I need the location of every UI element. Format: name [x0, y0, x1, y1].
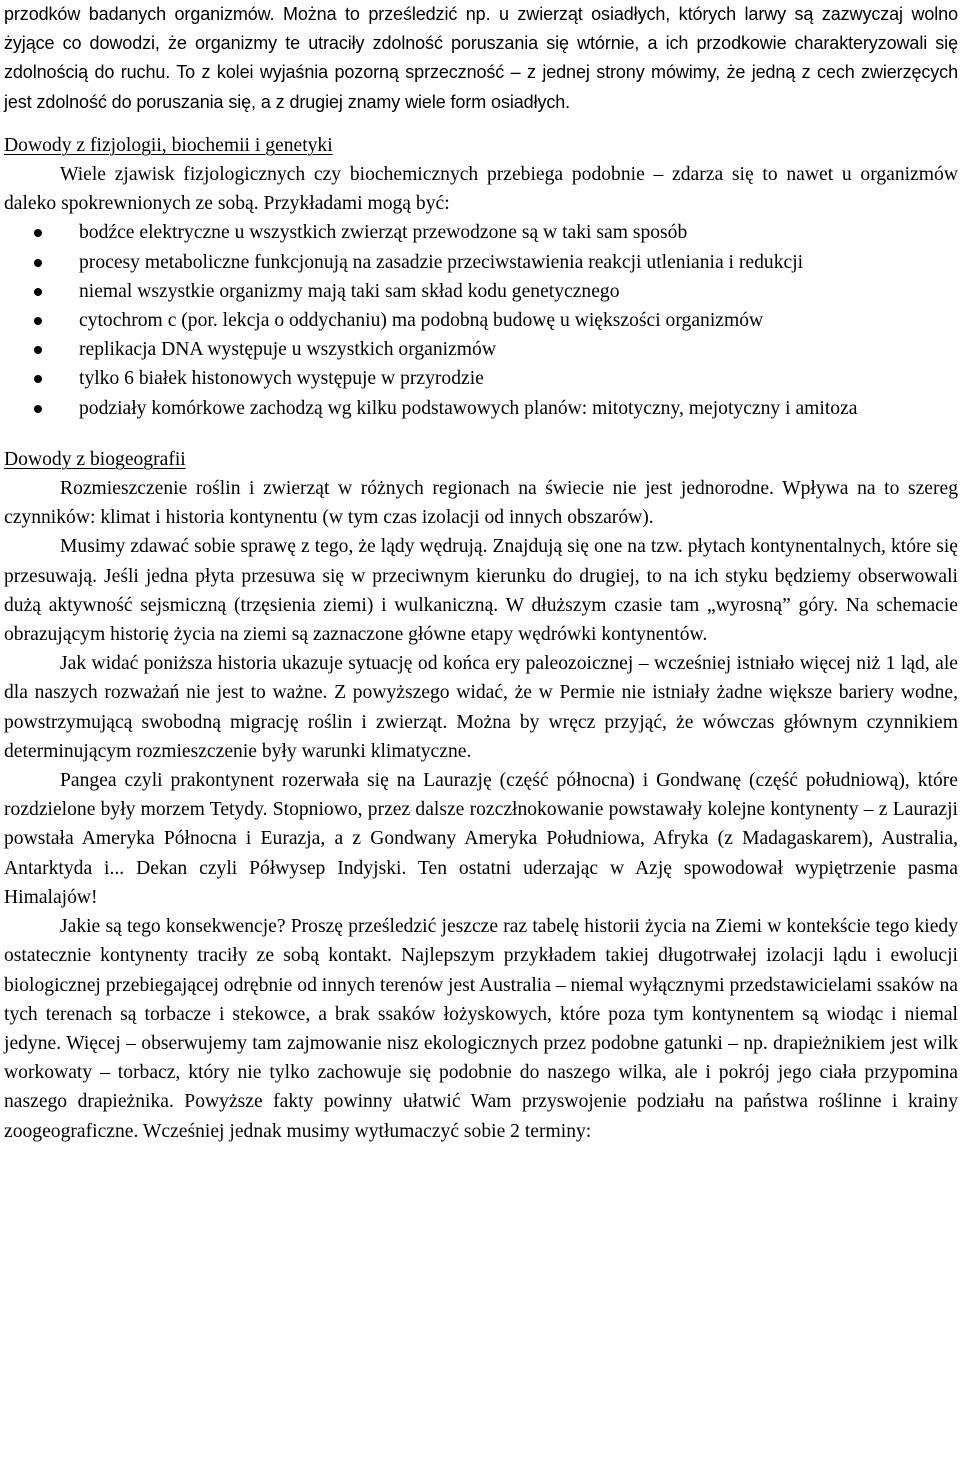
bullet-dot-icon	[34, 288, 42, 296]
biogeography-paragraph: Jakie są tego konsekwencje? Proszę prześledzić jeszcze raz tabelę historii życia na Ziemi w kontekście tego kiedy ostatecznie kontynenty traciły ze sobą kontakt. Najlepszym przykładem takiej długotrwałej izolacji lądu i ewolucji biologicznej przebiegającej odrębnie od innych terenów jest Australia – niemal wyłącznymi przedstawicielami ssaków na tych terenach są torbacze i stekowce, a brak ssaków łożyskowych, które poza tym kontynentem są wiodąc i niemal jedyne. Więcej – obserwujemy tam zajmowanie nisz ekologicznych przez podobne gatunki – np. drapieżnikiem jest wilk workowaty – torbacz, który nie tylko zachowuje się podobnie do naszego wilka, ale i pokrój jego ciała przypomina naszego drapieżnika. Powyższe fakty powinny ułatwić Wam przyswojenie podziału na państwa roślinne i krainy zoogeograficzne. Wcześniej jednak musimy wytłumaczyć sobie 2 terminy:	[4, 916, 958, 1142]
bullet-text: cytochrom c (por. lekcja o oddychaniu) ma podobną budowę u większości organizmów	[79, 310, 764, 332]
bullet-text: niemal wszystkie organizmy mają taki sam skład kodu genetycznego	[79, 280, 620, 302]
spacer	[4, 117, 958, 131]
bullet-dot-icon	[34, 405, 42, 413]
bullet-dot-icon	[34, 346, 42, 354]
bullet-dot-icon	[34, 317, 42, 325]
bullet-item	[4, 364, 958, 393]
section-physiology	[4, 131, 958, 423]
bullet-text: bodźce elektryczne u wszystkich zwierząt przewodzone są w taki sam sposób	[79, 222, 688, 244]
bullet-item	[4, 218, 958, 247]
bullet-dot-icon	[34, 259, 42, 267]
bullet-item	[4, 248, 958, 277]
bullet-text: tylko 6 białek histonowych występuje w przyrodzie	[79, 368, 484, 390]
section-heading-biogeography: Dowody z biogeografii	[4, 448, 186, 470]
bullet-item	[4, 335, 958, 364]
bullet-dot-icon	[34, 375, 42, 383]
intro-paragraph: przodków badanych organizmów. Można to prześledzić np. u zwierząt osiadłych, których larwy są zazwyczaj wolno żyjące co dowodzi, że organizmy te utraciły zdolność poruszania się wtórnie, a ich przodkowie charakteryzowali się zdolnością do ruchu. To z kolei wyjaśnia pozorną sprzeczność – z jednej strony mówimy, że jedną z cech zwierzęcych jest zdolność do poruszania się, a z drugiej znamy wiele form osiadłych.	[4, 4, 958, 112]
bullet-item	[4, 306, 958, 335]
physiology-paragraph: Wiele zjawisk fizjologicznych czy biochemicznych przebiega podobnie – zdarza się to nawet u organizmów daleko spokrewnionych ze sobą. Przykładami mogą być:	[4, 164, 958, 215]
biogeography-paragraph: Rozmieszczenie roślin i zwierząt w różnych regionach na świecie nie jest jednorodne. Wpływa na to szereg czynników: klimat i historia kontynentu (w tym czas izolacji od innych obszarów).	[4, 478, 958, 529]
biogeography-paragraph: Musimy zdawać sobie sprawę z tego, że lądy wędrują. Znajdują się one na tzw. płytach kontynentalnych, które się przesuwają. Jeśli jedna płyta przesuwa się w przeciwnym kierunku do drugiej, to na ich styku będziemy obserwowali dużą aktywność sejsmiczną (trzęsienia ziemi) i wulkaniczną. W dłuższym czasie tam „wyrosną” góry. Na schemacie obrazującym historię życia na ziemi są zaznaczone główne etapy wędrówki kontynentów.	[4, 536, 958, 646]
document-page	[4, 0, 958, 1146]
bullet-item	[4, 277, 958, 306]
bullet-dot-icon	[34, 229, 42, 237]
spacer	[4, 423, 958, 445]
bullet-text: podziały komórkowe zachodzą wg kilku podstawowych planów: mitotyczny, mejotyczny i amitoza	[79, 397, 858, 419]
section-biogeography	[4, 445, 958, 1146]
evidence-bullet-list	[4, 218, 958, 422]
bullet-text: procesy metaboliczne funkcjonują na zasadzie przeciwstawienia reakcji utleniania i redukcji	[79, 251, 804, 273]
biogeography-paragraph: Pangea czyli prakontynent rozerwała się na Laurazję (część północna) i Gondwanę (część południową), które rozdzielone były morzem Tetydy. Stopniowo, przez dalsze rozczłnokowanie powstawały kolejne kontynenty – z Laurazji powstała Ameryka Północna i Eurazja, a z Gondwany Ameryka Południowa, Afryka (z Madagaskarem), Australia, Antarktyda i... Dekan czyli Półwysep Indyjski. Ten ostatni uderzając w Azję spowodował wypiętrzenie pasma Himalajów!	[4, 770, 958, 908]
biogeography-paragraph: Jak widać poniższa historia ukazuje sytuację od końca ery paleozoicznej – wcześniej istniało więcej niż 1 ląd, ale dla naszych rozważań nie jest to ważne. Z powyższego widać, że w Permie nie istniały żadne większe bariery wodne, powstrzymującą swobodną migrację roślin i zwierząt. Można by wręcz przyjąć, że wówczas głównym czynnikiem determinującym rozmieszczenie były warunki klimatyczne.	[4, 653, 958, 762]
bullet-item	[4, 394, 958, 423]
section-heading-physiology: Dowody z fizjologii, biochemii i genetyki	[4, 134, 333, 156]
bullet-text: replikacja DNA występuje u wszystkich organizmów	[79, 339, 496, 361]
